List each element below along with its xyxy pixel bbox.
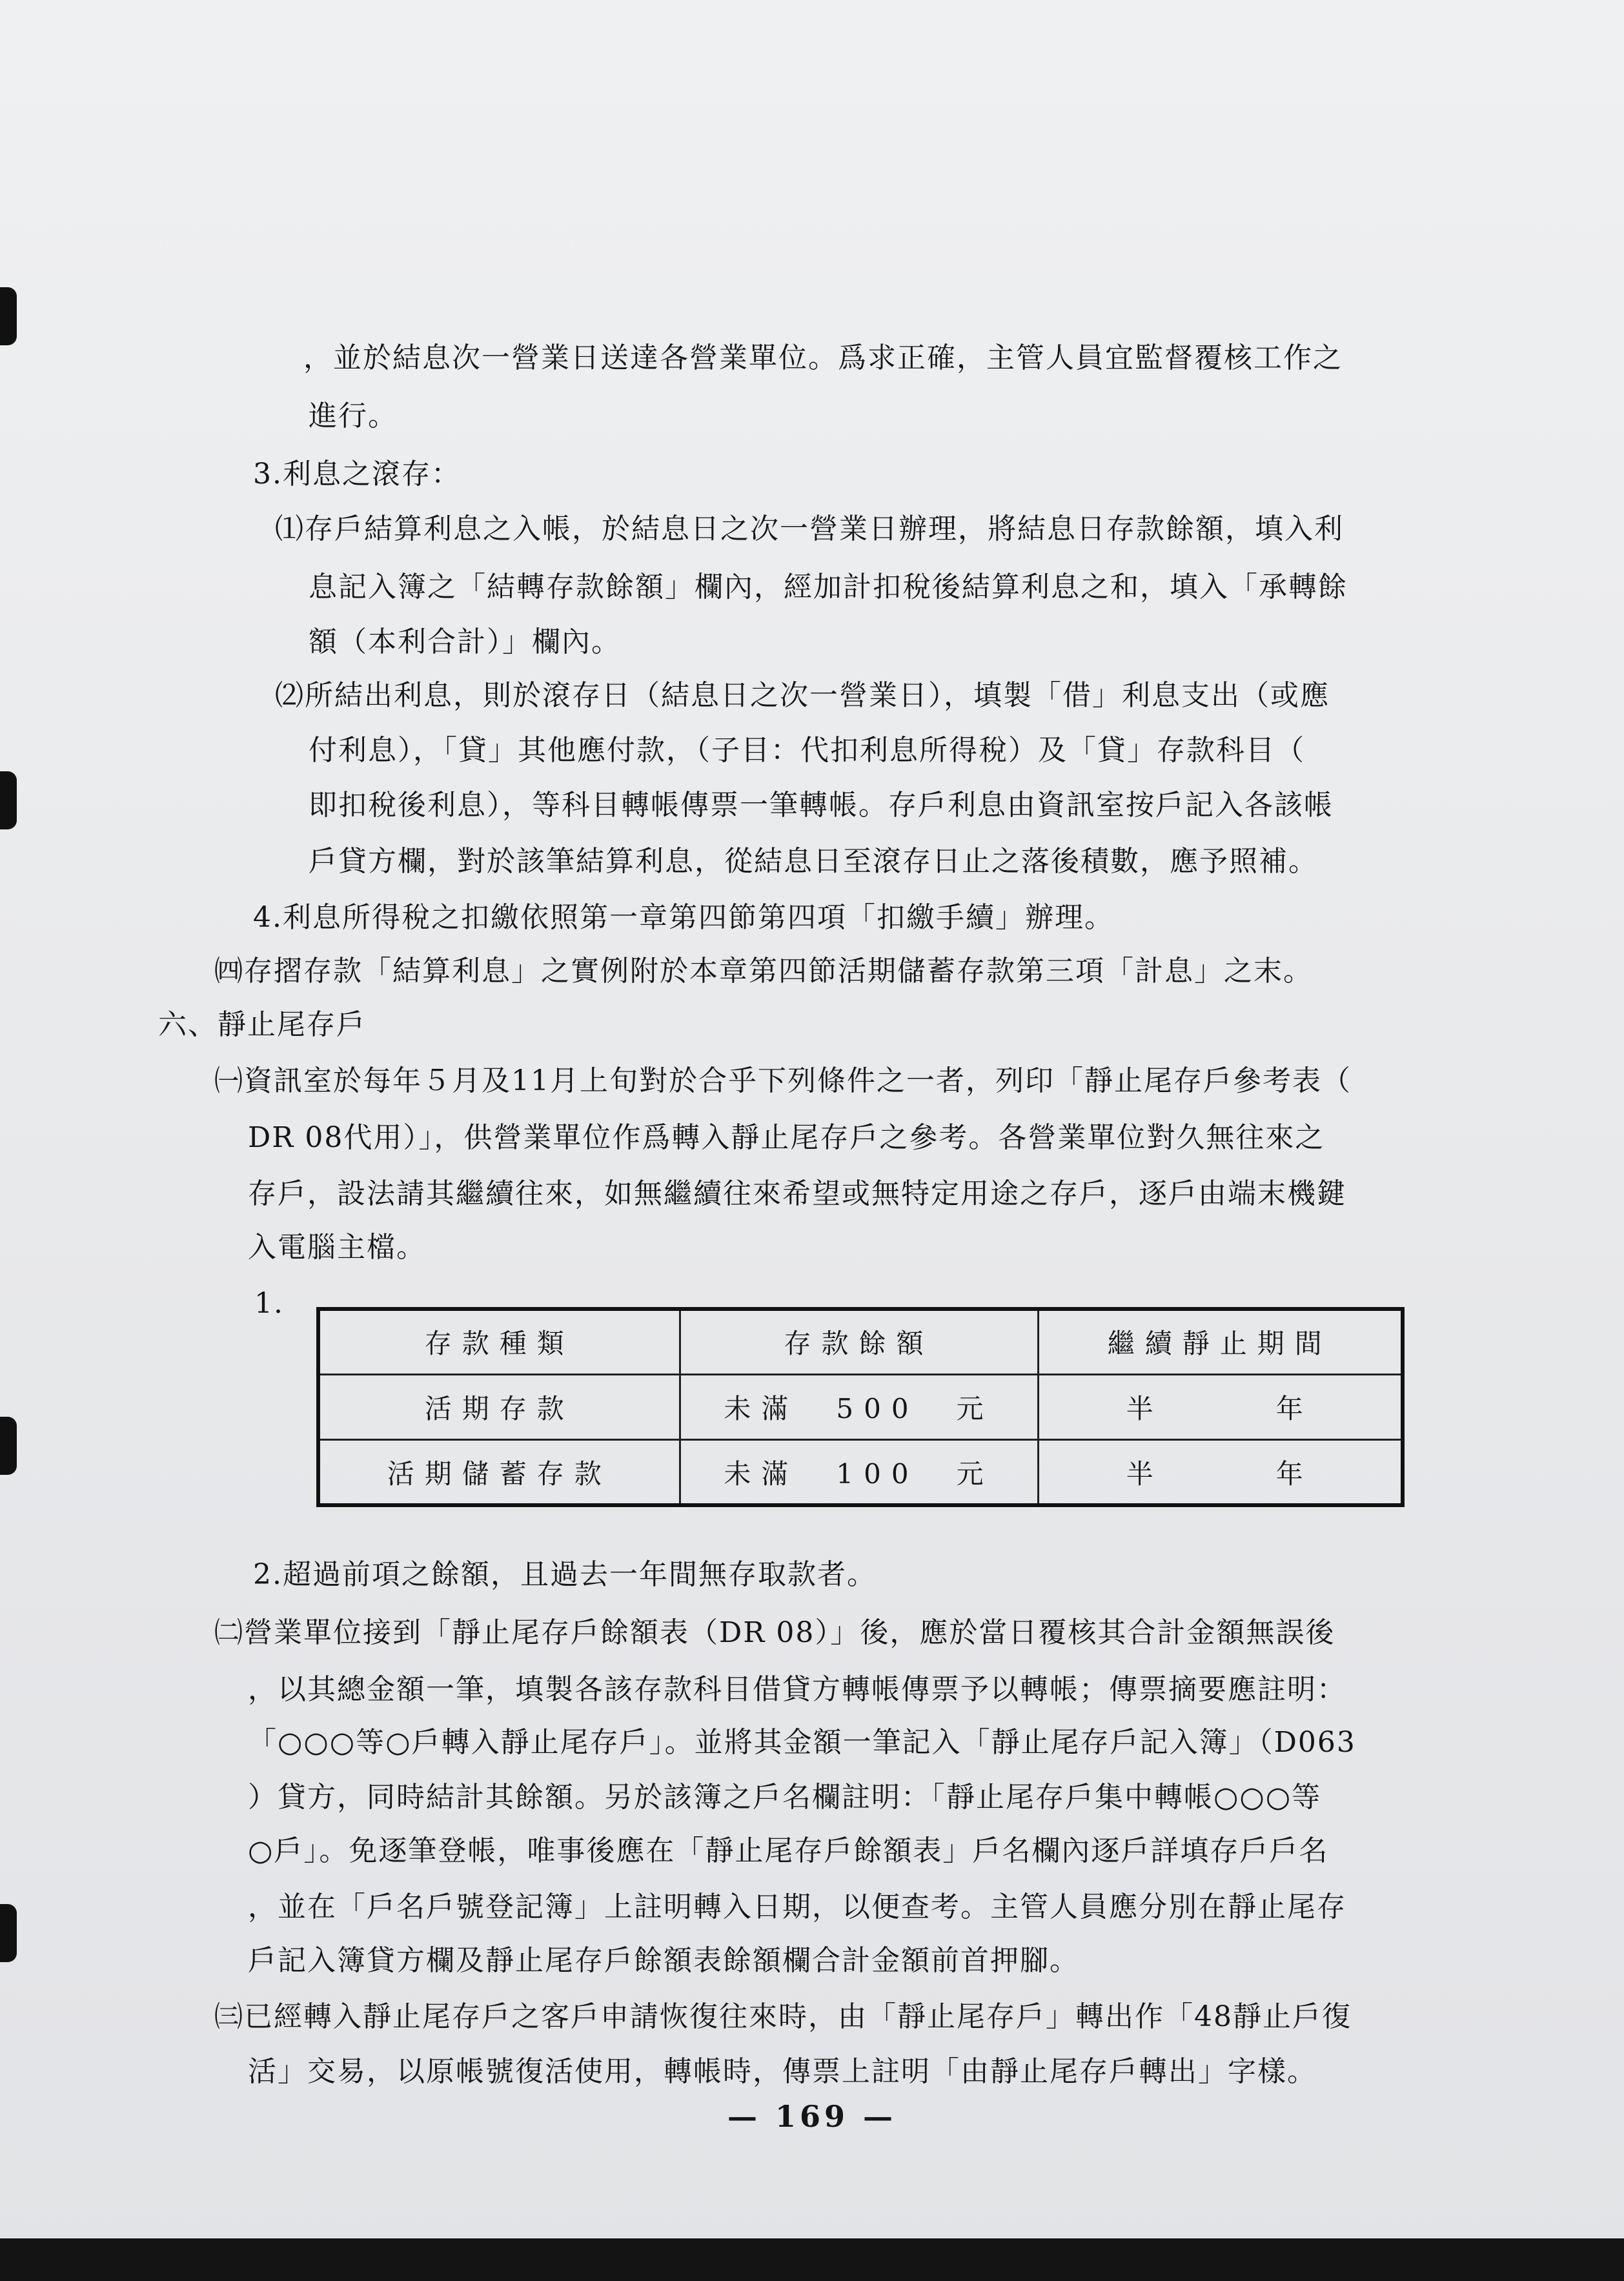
cell-deposit-balance: 未滿 500 元 (680, 1374, 1038, 1439)
binder-ring (0, 1904, 17, 1962)
header-dormant-period: 繼續靜止期間 (1038, 1309, 1403, 1374)
text-line: ㈡營業單位接到「靜止尾存戶餘額表（DR 08）」後，應於當日覆核其合計金額無誤後 (214, 1616, 1335, 1649)
scan-bottom-edge (0, 2238, 1624, 2281)
text-line: ㈠資訊室於每年５月及11月上旬對於合乎下列條件之一者，列印「靜止尾存戶參考表（ (214, 1064, 1352, 1097)
binder-ring (0, 1417, 17, 1475)
text-line: 付利息），「貸」其他應付款，（子目：代扣利息所得稅）及「貸」存款科目（ (309, 734, 1305, 767)
text-line: ，並在「戶名戶號登記簿」上註明轉入日期，以便查考。主管人員應分別在靜止尾存 (248, 1891, 1346, 1923)
text-line: 入電腦主檔。 (248, 1231, 426, 1264)
cell-dormant-period: 半 年 (1038, 1374, 1403, 1439)
text-line: DR 08代用）」，供營業單位作爲轉入靜止尾存戶之參考。各營業單位對久無往來之 (248, 1121, 1325, 1154)
text-line: 即扣稅後利息），等科目轉帳傳票一筆轉帳。存戶利息由資訊室按戶記入各該帳 (309, 789, 1334, 822)
text-line: 活」交易，以原帳號復活使用，轉帳時，傳票上註明「由靜止尾存戶轉出」字樣。 (248, 2055, 1317, 2088)
text-line: 進行。 (309, 400, 398, 432)
text-line: 4.利息所得稅之扣繳依照第一章第四節第四項「扣繳手續」辦理。 (253, 901, 1114, 934)
text-line: 「○○○等○戶轉入靜止尾存戶」。並將其金額一筆記入「靜止尾存戶記入簿」（D063 (248, 1726, 1356, 1759)
text-line: 3.利息之滾存： (253, 458, 461, 491)
text-line: ㈢已經轉入靜止尾存戶之客戶申請恢復往來時，由「靜止尾存戶」轉出作「48靜止戶復 (214, 2000, 1352, 2033)
text-line: 存戶，設法請其繼續往來，如無繼續往來希望或無特定用途之存戶，逐戶由端末機鍵 (248, 1177, 1346, 1210)
text-line: ，並於結息次一營業日送達各營業單位。爲求正確，主管人員宜監督覆核工作之 (303, 341, 1343, 374)
text-line: 2.超過前項之餘額，且過去一年間無存取款者。 (253, 1558, 877, 1591)
table-row (318, 1374, 1403, 1439)
text-line: ⑴存戶結算利息之入帳，於結息日之次一營業日辦理，將結息日存款餘額，填入利 (275, 512, 1344, 545)
table-row (318, 1440, 1403, 1505)
text-line: ，以其總金額一筆，填製各該存款科目借貸方轉帳傳票予以轉帳；傳票摘要應註明： (248, 1673, 1346, 1706)
cell-deposit-type: 活期存款 (318, 1374, 680, 1439)
text-line: ⑵所結出利息，則於滾存日（結息日之次一營業日），填製「借」利息支出（或應 (275, 679, 1330, 712)
cell-dormant-period: 半 年 (1038, 1440, 1403, 1505)
text-line: ）貸方，同時結計其餘額。另於該簿之戶名欄註明：「靜止尾存戶集中轉帳○○○等 (248, 1781, 1322, 1814)
text-line: ㈣存摺存款「結算利息」之實例附於本章第四節活期儲蓄存款第三項「計息」之末。 (214, 955, 1313, 988)
cell-deposit-balance: 未滿 100 元 (680, 1440, 1038, 1505)
page-number: — 169 — (727, 2099, 897, 2134)
text-line: ○戶」。免逐筆登帳，唯事後應在「靜止尾存戶餘額表」戶名欄內逐戶詳填存戶戶名 (248, 1834, 1329, 1867)
text-line: 戶記入簿貸方欄及靜止尾存戶餘額表餘額欄合計金額前首押腳。 (248, 1944, 1079, 1977)
text-line: 額（本利合計）」欄內。 (309, 625, 621, 658)
header-deposit-balance: 存款餘額 (680, 1309, 1038, 1374)
header-deposit-type: 存款種類 (318, 1309, 680, 1374)
table-header-row (318, 1309, 1403, 1374)
binder-ring (0, 771, 17, 829)
text-line: 1. (254, 1287, 284, 1320)
binder-ring (0, 287, 17, 345)
text-line: 六、靜止尾存戶 (158, 1008, 366, 1041)
cell-deposit-type: 活期儲蓄存款 (318, 1440, 680, 1505)
deposit-criteria-table (316, 1307, 1405, 1507)
text-line: 戶貸方欄，對於該筆結算利息，從結息日至滾存日止之落後積數，應予照補。 (309, 845, 1318, 878)
text-line: 息記入簿之「結轉存款餘額」欄內，經加計扣稅後結算利息之和，填入「承轉餘 (309, 571, 1348, 603)
